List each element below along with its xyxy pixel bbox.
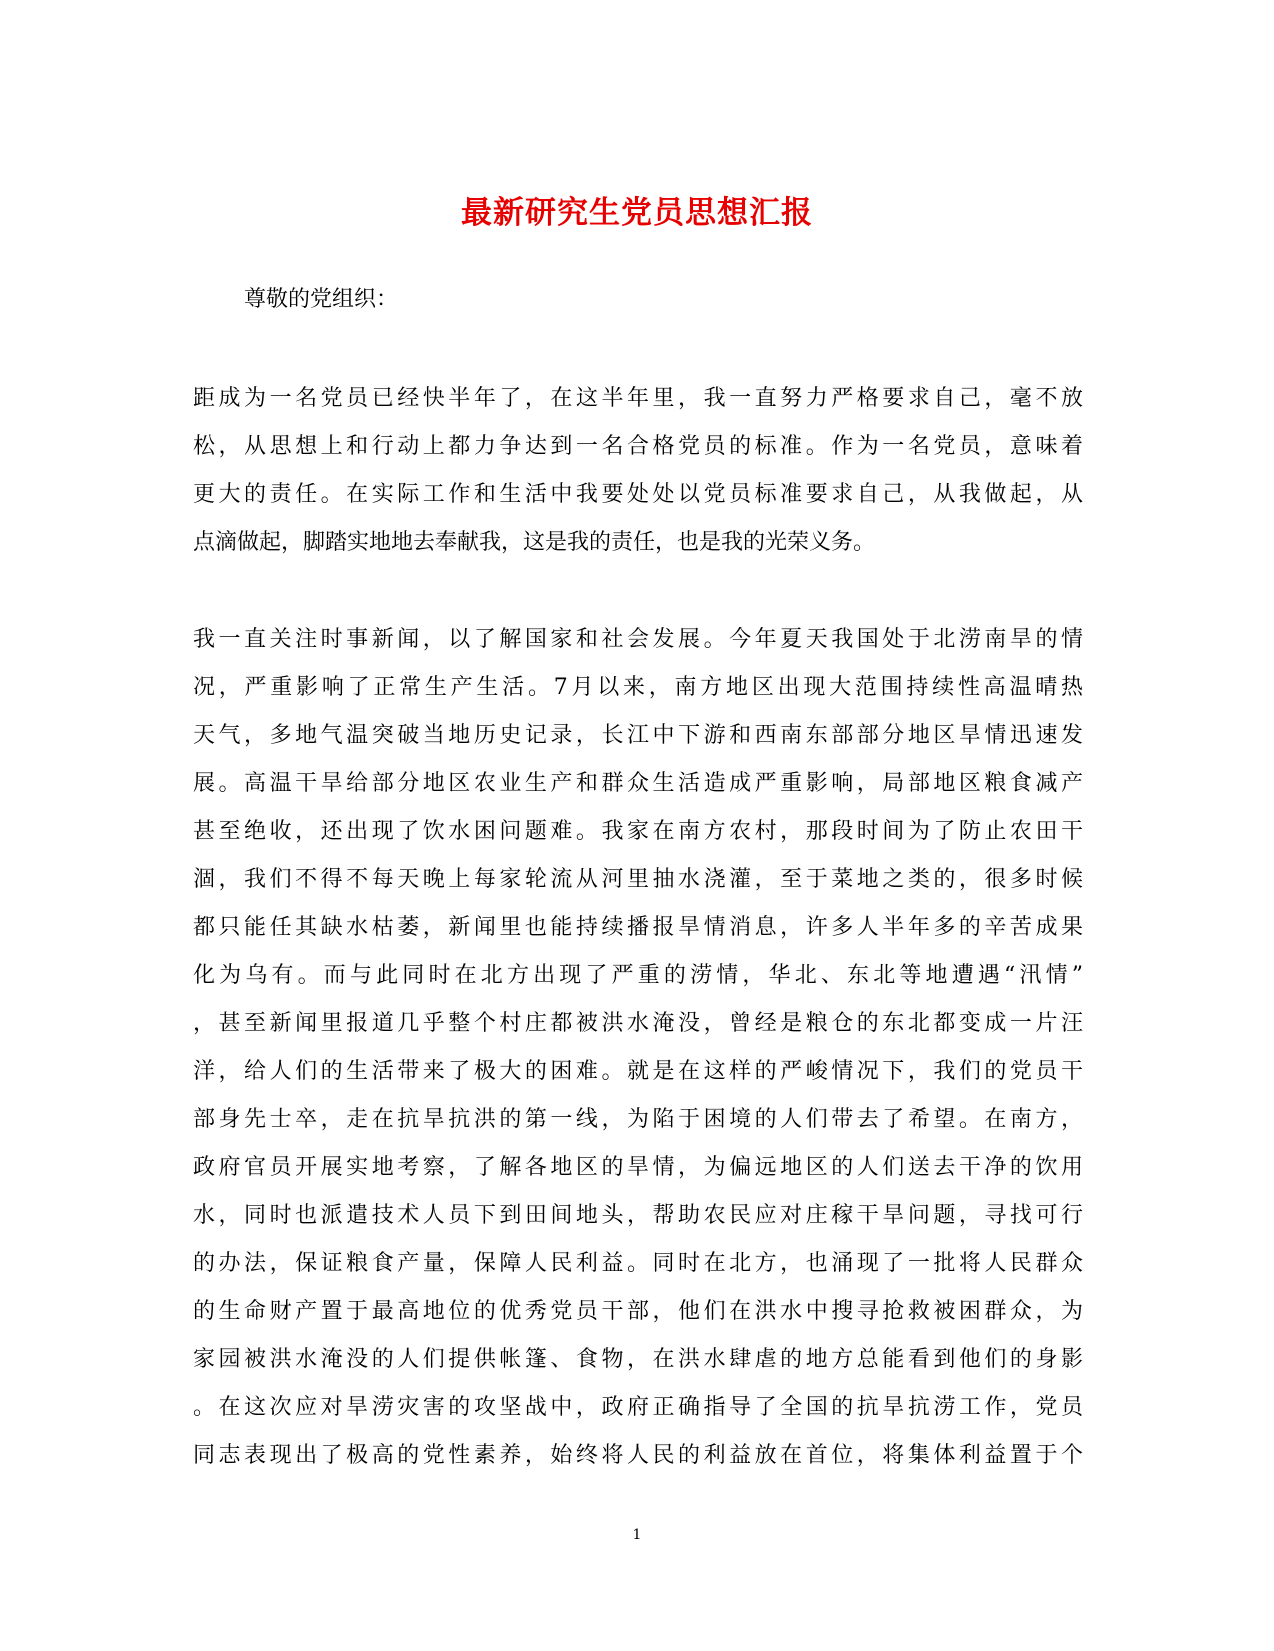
document-title: 最新研究生党员思想汇报: [461, 194, 813, 231]
text-line: 况，严重影响了正常生产生活。7月以来，南方地区出现大范围持续性高温晴热: [193, 675, 1083, 700]
text-line: 距成为一名党员已经快半年了，在这半年里，我一直努力严格要求自己，毫不放: [193, 386, 1083, 411]
text-line: 甚至绝收，还出现了饮水困问题难。我家在南方农村，那段时间为了防止农田干: [193, 819, 1083, 844]
text-line: 涸，我们不得不每天晚上每家轮流从河里抽水浇灌，至于菜地之类的，很多时候: [193, 867, 1083, 892]
text-line: 洋，给人们的生活带来了极大的困难。就是在这样的严峻情况下，我们的党员干: [193, 1059, 1083, 1084]
text-line: 政府官员开展实地考察，了解各地区的旱情，为偏远地区的人们送去干净的饮用: [193, 1155, 1083, 1180]
text-line: 家园被洪水淹没的人们提供帐篷、食物，在洪水肆虐的地方总能看到他们的身影: [193, 1347, 1083, 1372]
text-line: 的办法，保证粮食产量，保障人民利益。同时在北方，也涌现了一批将人民群众: [193, 1251, 1083, 1276]
text-line: 更大的责任。在实际工作和生活中我要处处以党员标准要求自己，从我做起，从: [193, 482, 1083, 507]
text-line: 都只能任其缺水枯萎，新闻里也能持续播报旱情消息，许多人半年多的辛苦成果: [193, 915, 1083, 940]
text-line: 的生命财产置于最高地位的优秀党员干部，他们在洪水中搜寻抢救被困群众，为: [193, 1299, 1083, 1324]
body-paragraph: [193, 383, 1083, 575]
text-line: 我一直关注时事新闻，以了解国家和社会发展。今年夏天我国处于北涝南旱的情: [193, 627, 1083, 652]
body-paragraph: [193, 624, 1083, 1488]
text-line: 天气，多地气温突破当地历史记录，长江中下游和西南东部部分地区旱情迅速发: [193, 723, 1083, 748]
text-line: 。在这次应对旱涝灾害的攻坚战中，政府正确指导了全国的抗旱抗涝工作，党员: [193, 1395, 1083, 1420]
text-line: 点滴做起，脚踏实地地去奉献我，这是我的责任，也是我的光荣义务。: [193, 530, 876, 555]
page-number: 1: [632, 1527, 642, 1543]
text-line: 同志表现出了极高的党性素养，始终将人民的利益放在首位，将集体利益置于个: [193, 1443, 1083, 1468]
text-line: ，甚至新闻里报道几乎整个村庄都被洪水淹没，曾经是粮仓的东北都变成一片汪: [193, 1011, 1083, 1036]
salutation: 尊敬的党组织：: [244, 287, 399, 312]
text-line: 部身先士卒，走在抗旱抗洪的第一线，为陷于困境的人们带去了希望。在南方，: [193, 1107, 1083, 1132]
text-line: 化为乌有。而与此同时在北方出现了严重的涝情，华北、东北等地遭遇“汛情”: [193, 963, 1083, 988]
text-line: 水，同时也派遣技术人员下到田间地头，帮助农民应对庄稼干旱问题，寻找可行: [193, 1203, 1083, 1228]
text-line: 展。高温干旱给部分地区农业生产和群众生活造成严重影响，局部地区粮食减产: [193, 771, 1083, 796]
text-line: 松，从思想上和行动上都力争达到一名合格党员的标准。作为一名党员，意味着: [193, 434, 1083, 459]
